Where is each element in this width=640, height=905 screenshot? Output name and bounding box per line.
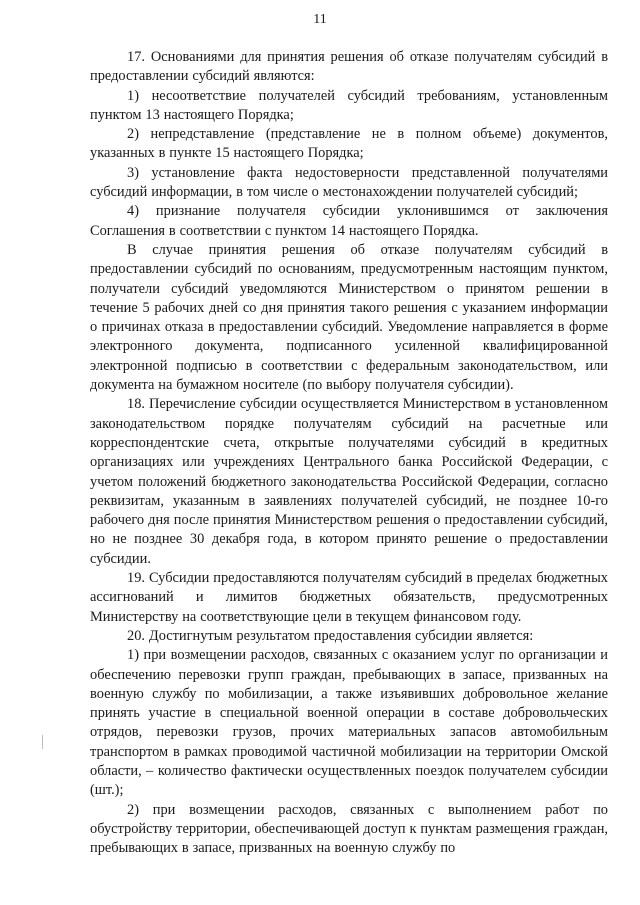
paragraph-17-item-4: 4) признание получателя субсидии уклонившимся от заключения Соглашения в соответствии с пунктом 14 настоящего Порядка. [90,203,608,239]
paragraph-17-item-3: 3) установление факта недостоверности представленной получателями субсидий информации, в том числе о местонахождении получателей субсидий; [90,164,608,201]
paragraph-20-item-2: 2) при возмещении расходов, связанных с выполнением работ по обустройству территории, обеспечивающей доступ к пунктам размещения граждан, пребывающих в запасе, призванных на военную службу по [90,801,608,857]
margin-mark [42,735,43,749]
paragraph-17-notice: В случае принятия решения об отказе получателям субсидий в предоставлении субсидий по основаниям, предусмотренным настоящим пунктом, получатели субсидий уведомляются Министерством о принятом решении в течение 5 рабочих дней со дня принятия такого решения с указанием информации о причинах отказа в предоставлении субсидий. Уведомление направляется в форме электронного документа, подписанного усиленной квалифицированной электронной подписью в соответствии с федеральным законодательством, или документа на бумажном носителе (по выбору получателя субсидии). [90,241,608,394]
paragraph-18: 18. Перечисление субсидии осуществляется Министерством в установленном законодательством порядке получателям субсидий на расчетные или корреспондентские счета, открытые получателями субсидий в кредитных организациях или учреждениях Центрального банка Российской Федерации, с учетом положений бюджетного законодательства Российской Федерации, согласно реквизитам, указанным в заявлениях получателей субсидий, не позднее 10-го рабочего дня после принятия Министерством решения о предоставлении субсидий, но не позднее 30 декабря года, в котором принято решение о предоставлении субсидии. [90,396,608,567]
paragraph-19: 19. Субсидии предоставляются получателям субсидий в пределах бюджетных ассигнований и лимитов бюджетных обязательств, предусмотренных Министерству на соответствующие цели в текущем финансовом году. [90,570,608,625]
paragraph-20: 20. Достигнутым результатом предоставления субсидии является: [127,627,534,644]
page-number: 11 [313,12,327,27]
paragraph-17-item-2: 2) непредставление (представление не в полном объеме) документов, указанных в пункте 15 настоящего Порядка; [90,126,608,162]
paragraph-20-item-1: 1) при возмещении расходов, связанных с оказанием услуг по организации и обеспечению перевозки групп граждан, пребывающих в запасе, призванных на военную службу по мобилизации, а также изъявивших добровольное желание принять участие в специальной военной операции в составе добровольческих отрядов, перевозки грузов, прочих материальных запасов автомобильным транспортом в рамках проводимой частичной мобилизации на территории Омской области, – количество фактически осуществленных поездок получателем субсидии (шт.); [90,647,608,799]
paragraph-17-item-1: 1) несоответствие получателей субсидий требованиям, установленным пунктом 13 настоящего Порядка; [90,87,608,123]
paragraph-17: 17. Основаниями для принятия решения об отказе получателям субсидий в предоставлении субсидий являются: [90,49,608,85]
document-body [90,48,608,858]
